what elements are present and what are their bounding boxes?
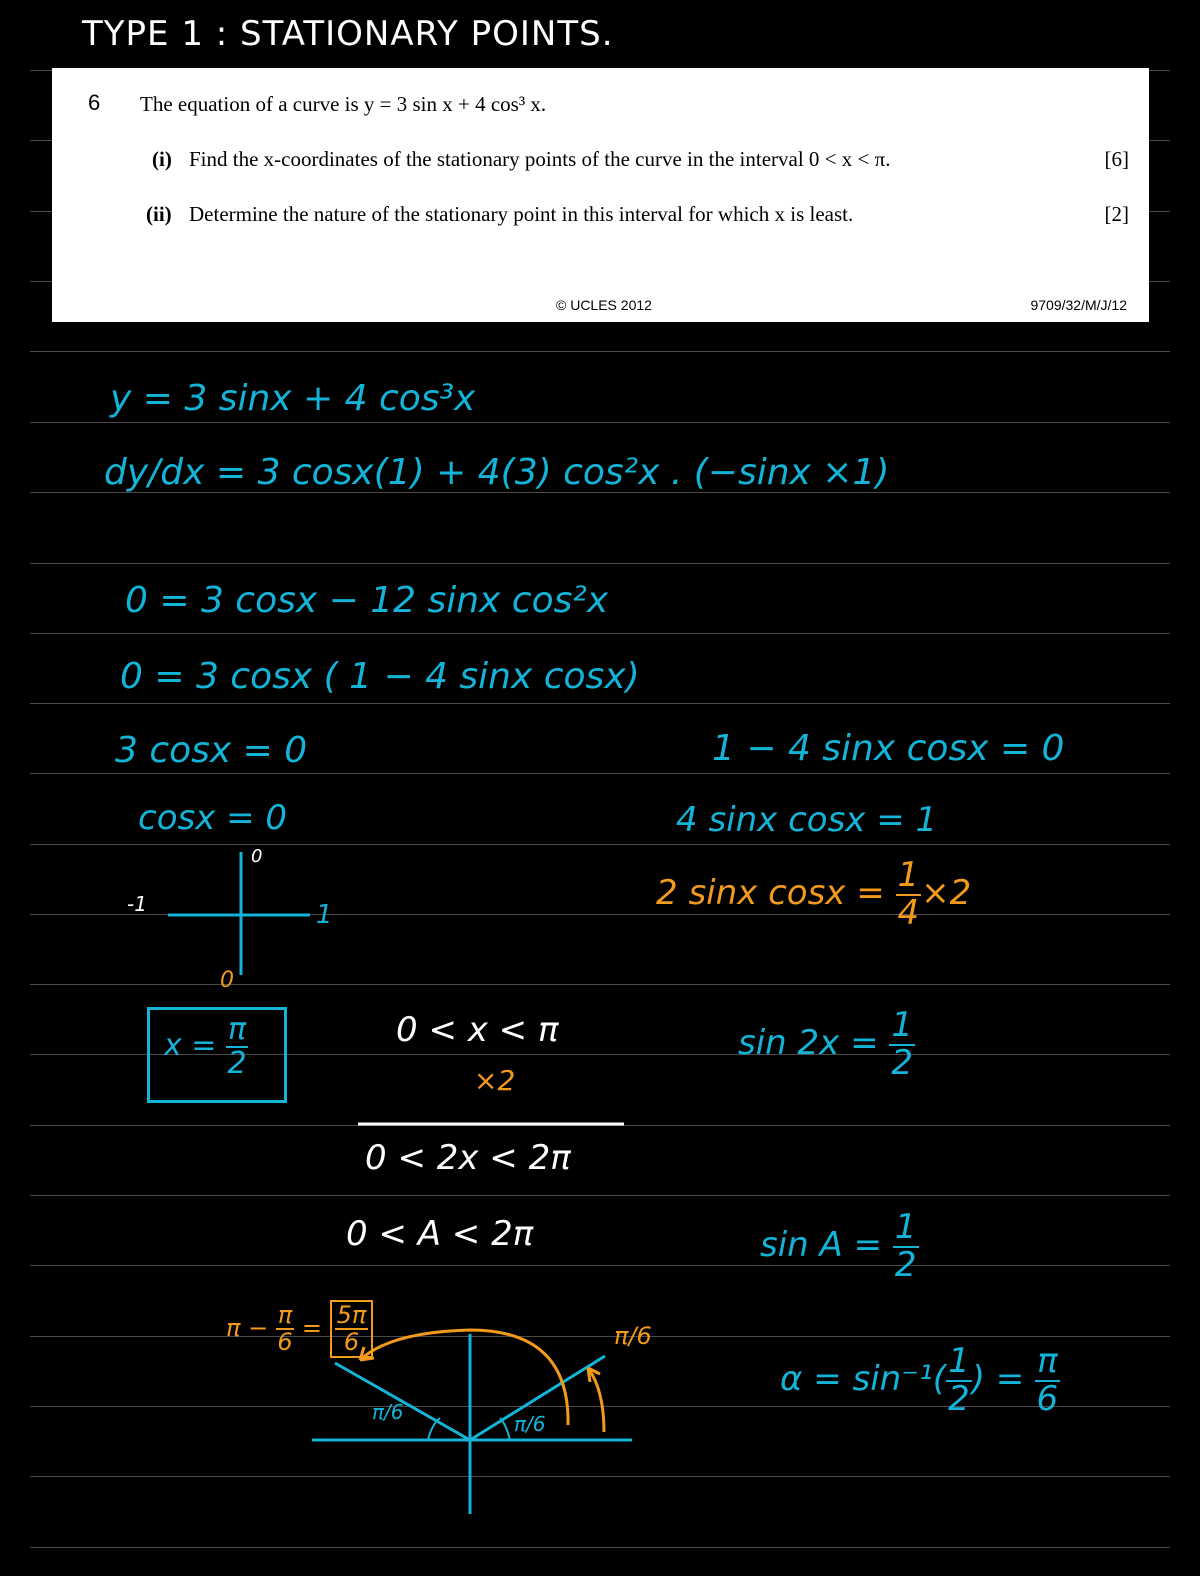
- diagram-left-label: [226, 1300, 373, 1358]
- work-line-2: dy/dx = 3 cosx(1) + 4(3) cos²x . (−sinx ×1): [104, 452, 890, 493]
- axis-label-top: 0: [251, 846, 263, 867]
- part-2-marks: [2]: [1104, 202, 1129, 226]
- alpha-equals: ) =: [971, 1359, 1036, 1400]
- fraction-numerator: π: [227, 1012, 247, 1047]
- work-line-3: 0 = 3 cosx − 12 sinx cos²x: [125, 580, 609, 621]
- question-number: 6: [88, 90, 101, 115]
- fraction-numerator: π: [277, 1301, 293, 1329]
- fraction-numerator: 1: [948, 1341, 970, 1381]
- axis-label-bottom: 0: [220, 968, 234, 993]
- fraction-numerator: 1: [897, 855, 920, 895]
- fraction-pi-over-6: [276, 1303, 294, 1355]
- fraction-numerator: 1: [894, 1207, 917, 1247]
- interval-A: 0 < A < 2π: [346, 1214, 534, 1254]
- fraction-numerator: 5π: [336, 1301, 367, 1329]
- part-1-marks: [6]: [1104, 147, 1129, 171]
- axis-label-right: 1: [316, 900, 333, 930]
- fraction-denominator: 6: [343, 1328, 360, 1357]
- fraction-numerator: 1: [891, 1005, 914, 1045]
- fraction-denominator: 4: [897, 892, 920, 933]
- page-title: TYPE 1 : STATIONARY POINTS.: [82, 14, 614, 54]
- fraction-denominator: 2: [894, 1244, 917, 1285]
- fraction-denominator: 2: [891, 1042, 914, 1083]
- diagram-angle-right-label: π/6: [514, 1412, 546, 1436]
- part-1-text: Find the x-coordinates of the stationary points of the curve in the interval 0 < x < π.: [189, 147, 891, 171]
- alpha-text: α = sin⁻¹(: [780, 1359, 947, 1400]
- diagram-right-label: π/6: [614, 1322, 652, 1350]
- part-2-text: Determine the nature of the stationary point in this interval for which x is least.: [189, 202, 854, 226]
- work-line-6-right: 4 sinx cosx = 1: [676, 800, 938, 840]
- fraction-numerator: π: [1037, 1341, 1058, 1381]
- work-line-7-text: 2 sinx cosx =: [656, 873, 896, 914]
- sin-A-text: sin A =: [760, 1225, 893, 1266]
- interval-2x: 0 < 2x < 2π: [365, 1138, 571, 1178]
- fraction-denominator: 2: [227, 1045, 247, 1081]
- work-line-7-multiplier: ×2: [921, 873, 972, 914]
- part-2-label: (ii): [146, 202, 172, 226]
- axis-label-left: -1: [127, 892, 147, 916]
- interval-times-two: ×2: [474, 1064, 516, 1097]
- diagram-left-pi: π −: [226, 1314, 276, 1343]
- fraction-denominator: 6: [277, 1328, 293, 1357]
- sin-2x-text: sin 2x =: [738, 1023, 890, 1064]
- work-line-6-left: cosx = 0: [138, 798, 288, 838]
- question-stem: The equation of a curve is y = 3 sin x + 4 cos³ x.: [140, 92, 547, 116]
- work-line-1: y = 3 sinx + 4 cos³x: [110, 378, 476, 419]
- part-1-label: (i): [152, 147, 172, 171]
- boxed-answer-text: x =: [164, 1028, 226, 1063]
- footer-copyright: © UCLES 2012: [556, 297, 652, 313]
- footer-paper-code: 9709/32/M/J/12: [1030, 297, 1127, 313]
- work-line-4: 0 = 3 cosx ( 1 − 4 sinx cosx): [120, 656, 640, 697]
- boxed-5pi-over-6: [330, 1300, 374, 1358]
- work-line-5-left: 3 cosx = 0: [115, 730, 308, 771]
- interval-x: 0 < x < π: [396, 1010, 559, 1050]
- diagram-left-equals: =: [294, 1314, 330, 1343]
- work-line-5-right: 1 − 4 sinx cosx = 0: [712, 728, 1065, 769]
- fraction-denominator: 2: [948, 1378, 970, 1419]
- diagram-angle-left-label: π/6: [372, 1400, 404, 1424]
- diagram-angle-arc-right: [500, 1418, 510, 1440]
- fraction-denominator: 6: [1036, 1378, 1059, 1419]
